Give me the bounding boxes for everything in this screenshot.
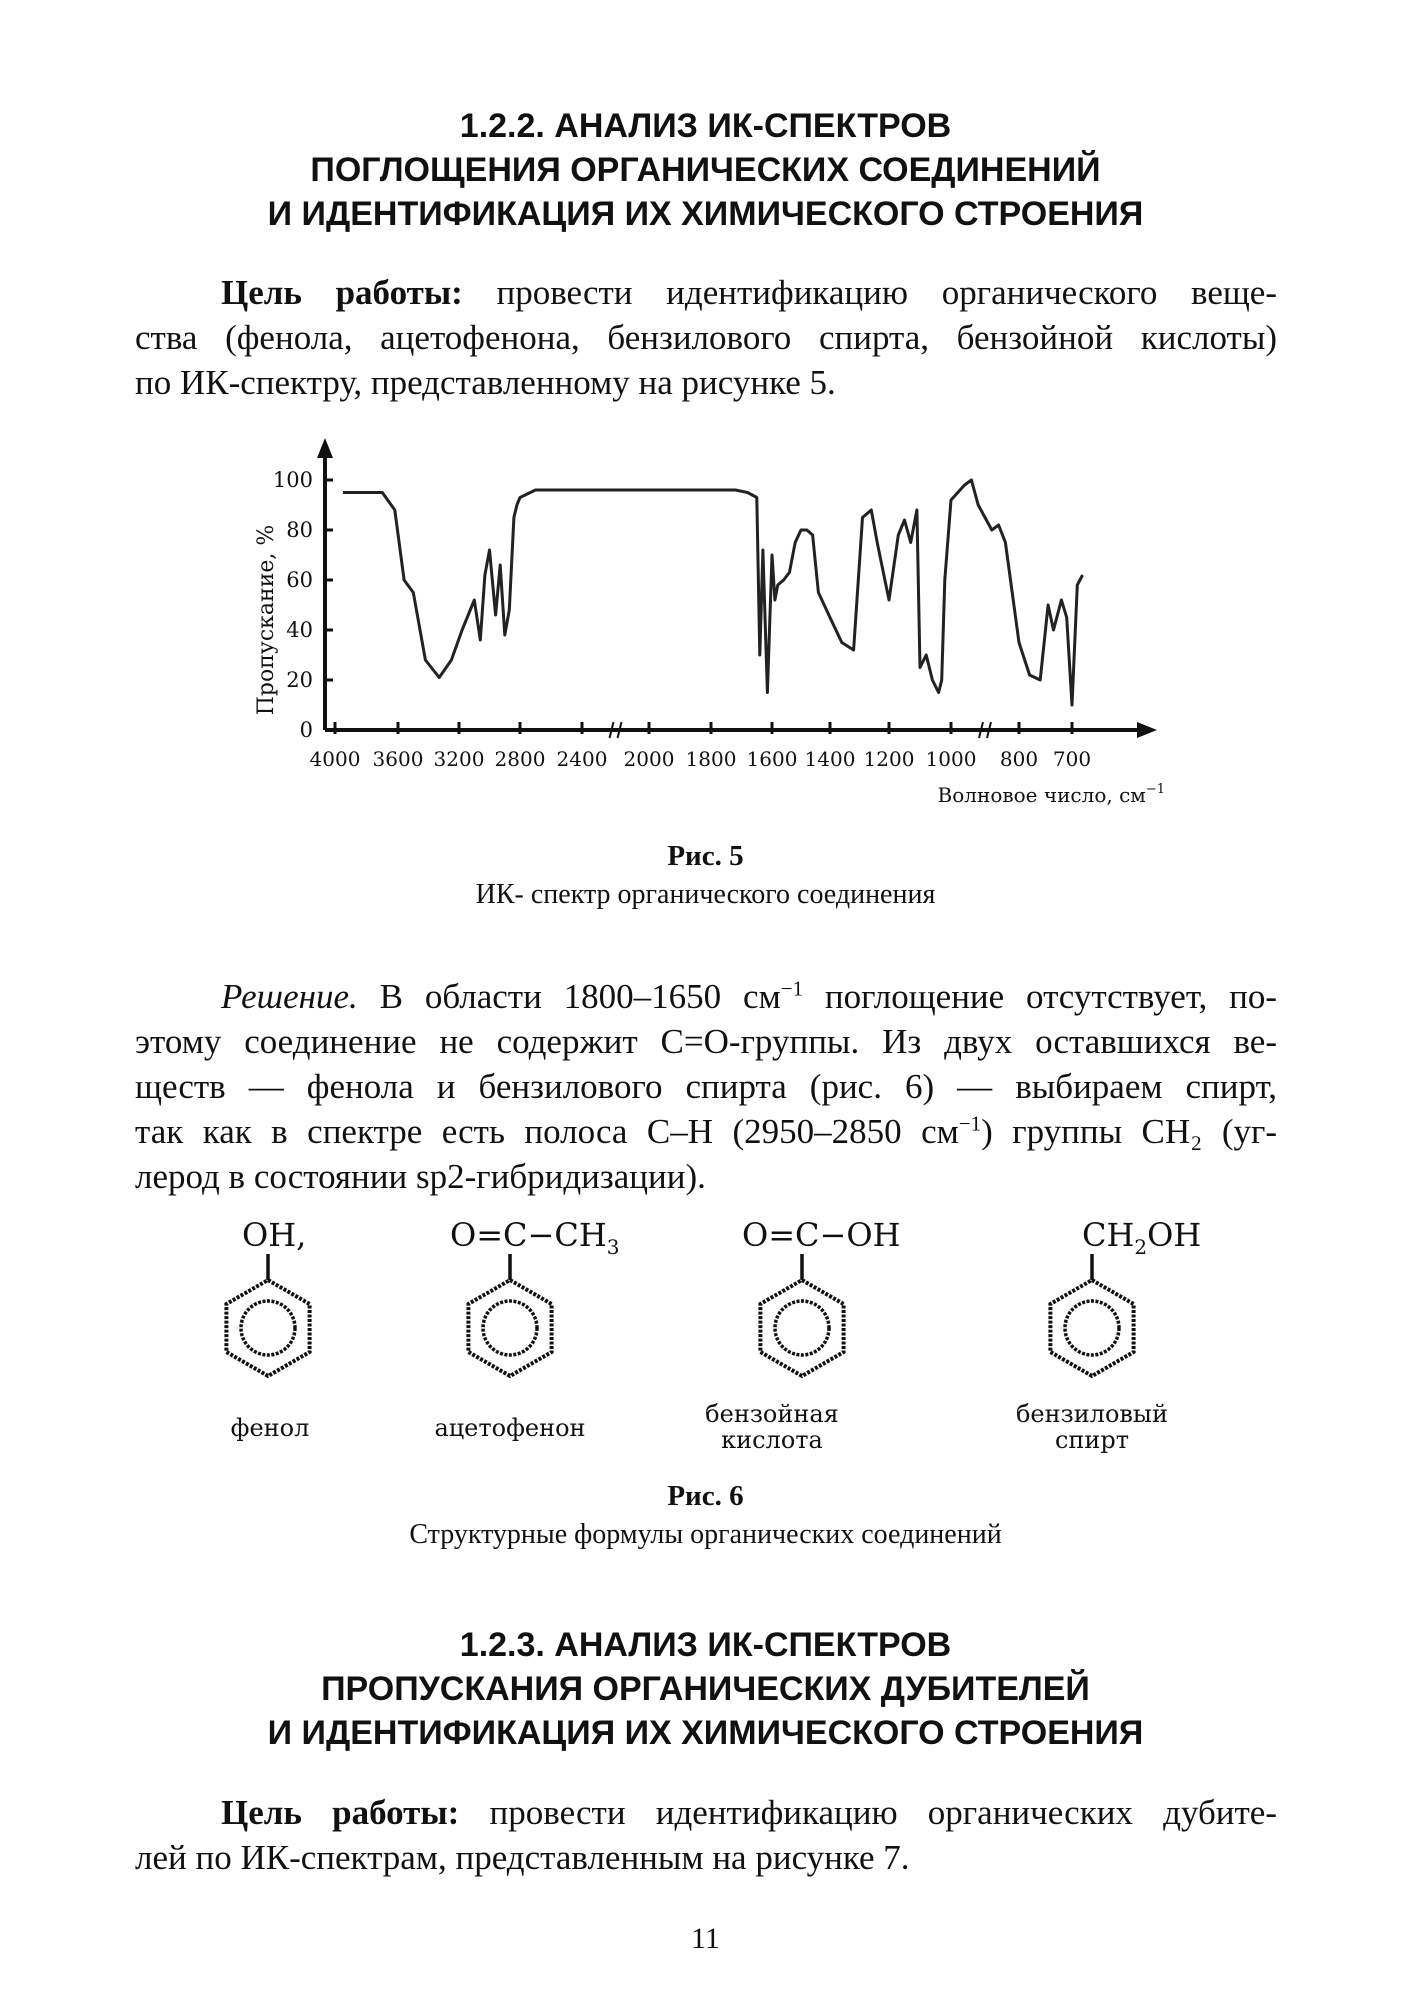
- paragraph-line: так как в спектре есть полоса С–Н (2950–2850 $см^{-1}$) группы СН₂ (уг-: [135, 1111, 1277, 1151]
- compound-name: бензиловый: [1015, 1400, 1169, 1428]
- section-heading-1-2-3: [130, 1623, 1281, 1755]
- heading-line: 1.2.2. АНАЛИЗ ИК-СПЕКТРОВ: [459, 107, 952, 145]
- x-axis-label-text: Волновое число, см: [937, 783, 1146, 807]
- x-tick-label: 3600: [372, 747, 424, 771]
- y-tick-label: 100: [272, 468, 313, 492]
- formula-text: $O=C-CH_3$: [450, 1216, 620, 1259]
- y-tick-label: 80: [286, 518, 313, 542]
- x-tick-label: 1200: [863, 747, 915, 771]
- paragraph-line: лей по ИК-спектрам, представленным на рисунке 7.: [135, 1838, 910, 1877]
- goal-paragraph-2: [135, 1790, 1277, 1880]
- heading-line: ПРОПУСКАНИЯ ОРГАНИЧЕСКИХ ДУБИТЕЛЕЙ: [321, 1670, 1090, 1708]
- paragraph-line: Решение. В области 1800–1650 $см^{-1}$ поглощение отсутствует, по-: [221, 976, 1277, 1016]
- structural-formulas-figure: [190, 1208, 1240, 1478]
- heading-line: ПОГЛОЩЕНИЯ ОРГАНИЧЕСКИХ СОЕДИНЕНИЙ: [310, 151, 1101, 189]
- benzene-ring: [468, 1280, 551, 1376]
- compound-name: ацетофенон: [434, 1414, 586, 1442]
- compound-name: фенол: [230, 1414, 310, 1442]
- benzene-ring: [1050, 1280, 1133, 1376]
- x-axis-label-sup: −1: [1145, 782, 1165, 797]
- section-heading-1-2-2: [130, 104, 1281, 236]
- page-number: 11: [691, 1922, 720, 1955]
- heading-line: И ИДЕНТИФИКАЦИЯ ИХ ХИМИЧЕСКОГО СТРОЕНИЯ: [267, 1714, 1144, 1752]
- goal-label: Цель работы:: [221, 1793, 460, 1832]
- x-tick-label: 1000: [925, 747, 977, 771]
- ir-spectrum-chart: [240, 420, 1190, 820]
- compound-name: кислота: [721, 1426, 823, 1454]
- figure-number: Рис. 5: [667, 840, 744, 872]
- solution-label: Решение.: [221, 977, 358, 1016]
- compound-acetophenone: [434, 1216, 619, 1442]
- formula-text: $CH_2OH$: [1082, 1216, 1202, 1259]
- compound-phenol: [226, 1216, 309, 1442]
- y-tick-label: 60: [286, 568, 313, 592]
- benzene-ring: [226, 1280, 309, 1376]
- figure-title: ИК- спектр органического соединения: [475, 879, 936, 910]
- figure-5-caption: [0, 840, 1411, 911]
- paragraph-line: [135, 270, 1277, 315]
- y-tick-label: 40: [286, 618, 313, 642]
- x-tick-label: 2400: [556, 747, 608, 771]
- x-tick-label: 1600: [746, 747, 798, 771]
- compound-name: спирт: [1054, 1426, 1130, 1454]
- y-tick-label: 0: [299, 718, 313, 742]
- x-axis-arrow: [1137, 722, 1157, 738]
- paragraph-line: ществ — фенола и бензилового спирта (рис. 6) — выбираем спирт,: [135, 1067, 1277, 1106]
- benzene-ring: [760, 1280, 843, 1376]
- compound-benzyl-alcohol: [1016, 1216, 1201, 1454]
- goal-label: Цель работы:: [221, 273, 463, 312]
- y-axis-label: Пропускание, %: [254, 524, 279, 716]
- y-tick-label: 20: [286, 668, 313, 692]
- heading-line: И ИДЕНТИФИКАЦИЯ ИХ ХИМИЧЕСКОГО СТРОЕНИЯ: [267, 195, 1144, 233]
- formula-text: O=C−OH: [742, 1216, 901, 1254]
- x-tick-label: 3200: [433, 747, 485, 771]
- chart-axes: [317, 438, 1157, 738]
- heading-line: 1.2.3. АНАЛИЗ ИК-СПЕКТРОВ: [459, 1626, 952, 1664]
- x-tick-label: 4000: [309, 747, 361, 771]
- x-tick-label: 700: [1052, 747, 1092, 771]
- x-tick-label: 1400: [804, 747, 856, 771]
- x-axis-label: [938, 782, 1165, 807]
- figure-number: Рис. 6: [667, 1480, 744, 1512]
- paragraph-line: ства (фенола, ацетофенона, бензилового спирта, бензойной кислоты): [135, 318, 1277, 357]
- goal-text: провести идентификацию органических дубите-: [459, 1793, 1278, 1832]
- x-tick-label: 800: [999, 747, 1039, 771]
- goal-text: провести идентификацию органического веще-: [462, 273, 1278, 312]
- compound-name: бензойная: [705, 1400, 839, 1428]
- y-axis-arrow: [317, 438, 333, 458]
- spectrum-line: [343, 480, 1083, 705]
- compound-benzoic-acid: [705, 1216, 900, 1454]
- goal-paragraph-1: [135, 270, 1277, 405]
- paragraph-line: [135, 1790, 1277, 1835]
- paragraph-line: этому соединение не содержит С=О-группы. Из двух оставшихся ве-: [135, 1022, 1277, 1061]
- x-tick-label: 2800: [494, 747, 546, 771]
- x-tick-label: 1800: [685, 747, 737, 771]
- x-tick-label: 2000: [623, 747, 675, 771]
- paragraph-line: лерод в состоянии sp2-гибридизации).: [135, 1157, 706, 1196]
- formula-text: OH,: [242, 1216, 307, 1254]
- figure-title: Структурные формулы органических соединений: [409, 1519, 1002, 1550]
- paragraph-line: по ИК-спектру, представленному на рисунке 5.: [135, 363, 836, 402]
- solution-paragraph: [135, 974, 1277, 1199]
- figure-6-caption: [0, 1480, 1411, 1551]
